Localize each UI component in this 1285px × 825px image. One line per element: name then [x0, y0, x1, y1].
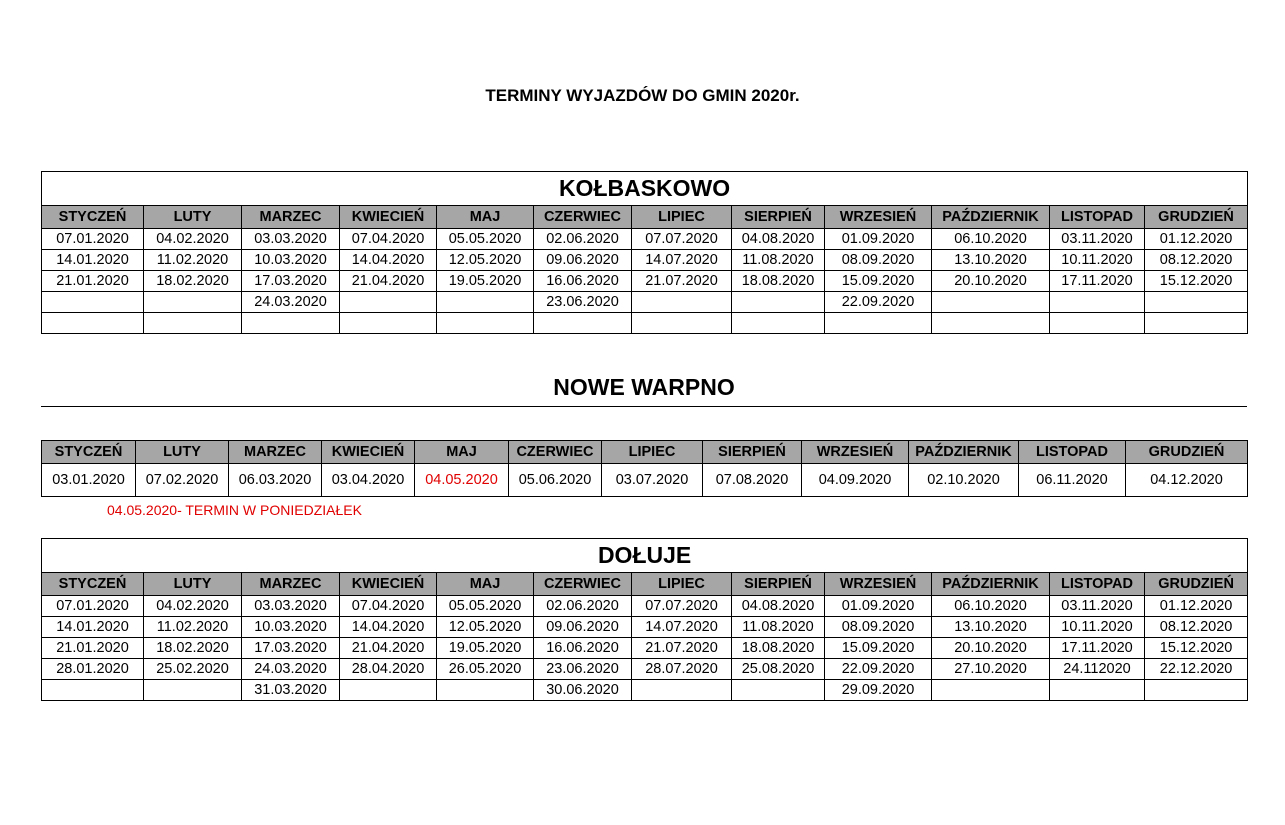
date-cell: 03.03.2020 [242, 596, 340, 617]
date-cell [825, 313, 932, 334]
date-cell [42, 313, 144, 334]
date-cell [144, 292, 242, 313]
month-header: STYCZEŃ [42, 206, 144, 229]
month-header: CZERWIEC [534, 573, 632, 596]
date-cell: 10.03.2020 [242, 617, 340, 638]
date-cell: 22.09.2020 [825, 659, 932, 680]
date-cell: 15.12.2020 [1145, 638, 1248, 659]
date-cell: 07.01.2020 [42, 596, 144, 617]
kolbaskowo-heading: KOŁBASKOWO [42, 172, 1248, 206]
date-cell: 17.11.2020 [1050, 271, 1145, 292]
date-cell: 19.05.2020 [437, 638, 534, 659]
month-header: MAJ [415, 441, 509, 464]
date-cell: 02.10.2020 [909, 464, 1019, 497]
date-cell: 18.02.2020 [144, 638, 242, 659]
date-cell: 01.12.2020 [1145, 229, 1248, 250]
date-cell [732, 680, 825, 701]
date-cell: 01.09.2020 [825, 596, 932, 617]
nowe-warpno-note: 04.05.2020- TERMIN W PONIEDZIAŁEK [107, 502, 362, 518]
date-cell: 19.05.2020 [437, 271, 534, 292]
date-cell: 05.06.2020 [509, 464, 602, 497]
month-header: LISTOPAD [1050, 206, 1145, 229]
month-header: MAJ [437, 206, 534, 229]
date-cell [632, 292, 732, 313]
date-cell: 25.08.2020 [732, 659, 825, 680]
date-cell: 14.01.2020 [42, 250, 144, 271]
table-row [42, 250, 1248, 271]
date-cell: 07.04.2020 [340, 596, 437, 617]
dolouje-header-row [42, 573, 1248, 596]
date-cell: 23.06.2020 [534, 659, 632, 680]
date-cell: 05.05.2020 [437, 229, 534, 250]
kolbaskowo-body [42, 229, 1248, 334]
month-header: LIPIEC [632, 206, 732, 229]
date-cell: 07.07.2020 [632, 596, 732, 617]
date-cell: 12.05.2020 [437, 250, 534, 271]
date-cell: 29.09.2020 [825, 680, 932, 701]
date-cell: 22.09.2020 [825, 292, 932, 313]
date-cell: 07.04.2020 [340, 229, 437, 250]
date-cell: 16.06.2020 [534, 271, 632, 292]
document-title: TERMINY WYJAZDÓW DO GMIN 2020r. [485, 86, 800, 105]
date-cell: 04.08.2020 [732, 596, 825, 617]
date-cell: 14.01.2020 [42, 617, 144, 638]
date-cell: 20.10.2020 [932, 271, 1050, 292]
month-header: STYCZEŃ [42, 441, 136, 464]
nowe-warpno-header-row [42, 441, 1248, 464]
date-cell: 04.09.2020 [802, 464, 909, 497]
nowe-warpno-row [42, 464, 1248, 497]
date-cell: 09.06.2020 [534, 250, 632, 271]
month-header: CZERWIEC [509, 441, 602, 464]
date-cell [42, 292, 144, 313]
date-cell: 01.12.2020 [1145, 596, 1248, 617]
date-cell [437, 313, 534, 334]
date-cell [1050, 313, 1145, 334]
date-cell [437, 292, 534, 313]
date-cell: 17.11.2020 [1050, 638, 1145, 659]
date-cell: 02.06.2020 [534, 229, 632, 250]
nowe-warpno-heading: NOWE WARPNO [553, 374, 735, 400]
date-cell: 14.04.2020 [340, 617, 437, 638]
table-row [42, 596, 1248, 617]
kolbaskowo-table [41, 171, 1248, 334]
date-cell [632, 313, 732, 334]
month-header: LIPIEC [632, 573, 732, 596]
date-cell: 06.11.2020 [1019, 464, 1126, 497]
table-row [42, 292, 1248, 313]
date-cell: 15.12.2020 [1145, 271, 1248, 292]
month-header: GRUDZIEŃ [1126, 441, 1248, 464]
table-row [42, 271, 1248, 292]
month-header: KWIECIEŃ [340, 206, 437, 229]
month-header: SIERPIEŃ [703, 441, 802, 464]
date-cell: 24.03.2020 [242, 659, 340, 680]
month-header: MARZEC [229, 441, 322, 464]
date-cell [437, 680, 534, 701]
table-row [42, 313, 1248, 334]
date-cell: 12.05.2020 [437, 617, 534, 638]
date-cell: 18.02.2020 [144, 271, 242, 292]
date-cell: 28.04.2020 [340, 659, 437, 680]
date-cell: 16.06.2020 [534, 638, 632, 659]
date-cell: 17.03.2020 [242, 271, 340, 292]
date-cell: 10.11.2020 [1050, 617, 1145, 638]
date-cell: 20.10.2020 [932, 638, 1050, 659]
date-cell [340, 313, 437, 334]
date-cell: 11.08.2020 [732, 617, 825, 638]
date-cell: 21.07.2020 [632, 271, 732, 292]
nowe-warpno-table [41, 440, 1248, 497]
date-cell [932, 680, 1050, 701]
date-cell: 03.03.2020 [242, 229, 340, 250]
date-cell [732, 313, 825, 334]
date-cell: 04.02.2020 [144, 229, 242, 250]
date-cell: 02.06.2020 [534, 596, 632, 617]
date-cell: 13.10.2020 [932, 250, 1050, 271]
date-cell: 04.08.2020 [732, 229, 825, 250]
date-cell: 07.02.2020 [136, 464, 229, 497]
date-cell: 06.03.2020 [229, 464, 322, 497]
date-cell: 18.08.2020 [732, 638, 825, 659]
date-cell: 04.02.2020 [144, 596, 242, 617]
date-cell: 21.07.2020 [632, 638, 732, 659]
month-header: PAŹDZIERNIK [932, 573, 1050, 596]
date-cell: 03.11.2020 [1050, 596, 1145, 617]
date-cell: 03.04.2020 [322, 464, 415, 497]
date-cell: 15.09.2020 [825, 271, 932, 292]
date-cell [1145, 313, 1248, 334]
month-header: MARZEC [242, 206, 340, 229]
date-cell: 31.03.2020 [242, 680, 340, 701]
month-header: SIERPIEŃ [732, 206, 825, 229]
date-cell: 25.02.2020 [144, 659, 242, 680]
table-row [42, 229, 1248, 250]
date-cell: 14.04.2020 [340, 250, 437, 271]
date-cell: 10.11.2020 [1050, 250, 1145, 271]
date-cell: 30.06.2020 [534, 680, 632, 701]
table-row [42, 638, 1248, 659]
dolouje-heading: DOŁUJE [42, 539, 1248, 573]
date-cell [1145, 680, 1248, 701]
date-cell: 08.12.2020 [1145, 250, 1248, 271]
nowe-warpno-divider [41, 406, 1247, 407]
date-cell: 08.09.2020 [825, 250, 932, 271]
date-cell: 14.07.2020 [632, 250, 732, 271]
date-cell: 13.10.2020 [932, 617, 1050, 638]
date-cell: 11.02.2020 [144, 617, 242, 638]
month-header: KWIECIEŃ [340, 573, 437, 596]
month-header: LISTOPAD [1019, 441, 1126, 464]
date-cell [340, 292, 437, 313]
month-header: PAŹDZIERNIK [932, 206, 1050, 229]
date-cell [144, 680, 242, 701]
table-row [42, 617, 1248, 638]
date-cell [340, 680, 437, 701]
month-header: WRZESIEŃ [802, 441, 909, 464]
date-cell: 08.09.2020 [825, 617, 932, 638]
date-cell [632, 680, 732, 701]
month-header: LISTOPAD [1050, 573, 1145, 596]
date-cell: 09.06.2020 [534, 617, 632, 638]
month-header: MAJ [437, 573, 534, 596]
date-cell: 17.03.2020 [242, 638, 340, 659]
month-header: KWIECIEŃ [322, 441, 415, 464]
date-cell: 14.07.2020 [632, 617, 732, 638]
date-cell: 10.03.2020 [242, 250, 340, 271]
table-row [42, 659, 1248, 680]
date-cell [1050, 292, 1145, 313]
date-cell: 03.01.2020 [42, 464, 136, 497]
table-row [42, 680, 1248, 701]
date-cell: 03.07.2020 [602, 464, 703, 497]
month-header: MARZEC [242, 573, 340, 596]
date-cell: 26.05.2020 [437, 659, 534, 680]
date-cell: 18.08.2020 [732, 271, 825, 292]
date-cell: 06.10.2020 [932, 229, 1050, 250]
date-cell: 21.01.2020 [42, 638, 144, 659]
month-header: LUTY [144, 573, 242, 596]
month-header: CZERWIEC [534, 206, 632, 229]
date-cell: 24.03.2020 [242, 292, 340, 313]
date-cell: 28.01.2020 [42, 659, 144, 680]
date-cell: 04.12.2020 [1126, 464, 1248, 497]
month-header: PAŹDZIERNIK [909, 441, 1019, 464]
date-cell [1050, 680, 1145, 701]
month-header: GRUDZIEŃ [1145, 206, 1248, 229]
date-cell: 24.112020 [1050, 659, 1145, 680]
date-cell: 04.05.2020 [415, 464, 509, 497]
date-cell: 15.09.2020 [825, 638, 932, 659]
date-cell [242, 313, 340, 334]
date-cell: 22.12.2020 [1145, 659, 1248, 680]
month-header: LUTY [144, 206, 242, 229]
date-cell: 07.08.2020 [703, 464, 802, 497]
date-cell [1145, 292, 1248, 313]
date-cell: 11.08.2020 [732, 250, 825, 271]
month-header: GRUDZIEŃ [1145, 573, 1248, 596]
date-cell [932, 313, 1050, 334]
date-cell [144, 313, 242, 334]
month-header: STYCZEŃ [42, 573, 144, 596]
date-cell: 03.11.2020 [1050, 229, 1145, 250]
month-header: LUTY [136, 441, 229, 464]
month-header: LIPIEC [602, 441, 703, 464]
date-cell: 08.12.2020 [1145, 617, 1248, 638]
kolbaskowo-header-row [42, 206, 1248, 229]
month-header: WRZESIEŃ [825, 206, 932, 229]
month-header: SIERPIEŃ [732, 573, 825, 596]
date-cell: 05.05.2020 [437, 596, 534, 617]
date-cell [732, 292, 825, 313]
date-cell: 01.09.2020 [825, 229, 932, 250]
date-cell: 21.04.2020 [340, 638, 437, 659]
date-cell: 11.02.2020 [144, 250, 242, 271]
dolouje-body [42, 596, 1248, 701]
date-cell [932, 292, 1050, 313]
date-cell: 21.01.2020 [42, 271, 144, 292]
dolouje-table [41, 538, 1248, 701]
date-cell: 27.10.2020 [932, 659, 1050, 680]
date-cell: 23.06.2020 [534, 292, 632, 313]
month-header: WRZESIEŃ [825, 573, 932, 596]
date-cell [42, 680, 144, 701]
date-cell [534, 313, 632, 334]
date-cell: 06.10.2020 [932, 596, 1050, 617]
date-cell: 28.07.2020 [632, 659, 732, 680]
date-cell: 21.04.2020 [340, 271, 437, 292]
date-cell: 07.01.2020 [42, 229, 144, 250]
date-cell: 07.07.2020 [632, 229, 732, 250]
